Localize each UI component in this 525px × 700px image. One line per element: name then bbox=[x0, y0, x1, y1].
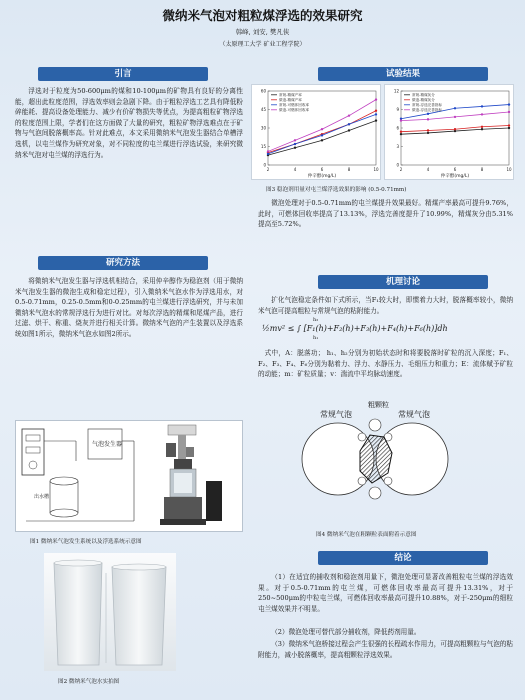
chart-1-xtick-label: 8 bbox=[347, 167, 351, 172]
section-heading-conclusion: 结论 bbox=[318, 551, 488, 565]
chart-2-point bbox=[454, 116, 456, 118]
chart-1-legend-label: 微泡-可燃体回收率 bbox=[279, 108, 310, 112]
chart-2-xtick-label: 4 bbox=[426, 167, 430, 172]
section-heading-results: 试验结果 bbox=[318, 67, 488, 81]
chart-2-point bbox=[427, 129, 429, 131]
conclusion-text-2: （2）微泡处理可替代部分捕收剂，降低药剂用量。 bbox=[271, 628, 421, 636]
chart-2-xtick-label: 10 bbox=[506, 167, 512, 172]
fig4-label-right: 常规气泡 bbox=[398, 410, 430, 419]
chart-1-point bbox=[294, 139, 296, 141]
chart-1-point bbox=[267, 153, 269, 155]
chart-1-box bbox=[251, 84, 381, 180]
chart-2-point bbox=[400, 131, 402, 133]
chart-2-ytick-label: 3 bbox=[396, 144, 399, 149]
chart-1-series-line bbox=[268, 111, 376, 153]
figure-1-caption: 图1 微纳米气泡发生系统以及浮选系统示意图 bbox=[30, 539, 142, 545]
chart-1-point bbox=[294, 147, 296, 149]
results-text: 微泡处理对于0.5-0.71mm的屯兰煤提升效果最好。精煤产率最高可提升9.76%，此时，可燃体回收率提高了13.13%，浮选完善度提升了10.99%，精煤灰分由5.31%提高至5.72%。 bbox=[258, 199, 513, 229]
chart-1-ytick-label: 15 bbox=[260, 144, 266, 149]
chart-1-ytick-label: 45 bbox=[260, 107, 266, 112]
figure-2-photo bbox=[44, 553, 176, 671]
chart-2-ytick-label: 9 bbox=[396, 107, 399, 112]
chart-1-point bbox=[375, 98, 377, 100]
formula-lower-limit: h₁ bbox=[313, 335, 319, 341]
formula-upper-limit: h₂ bbox=[313, 317, 319, 323]
chart-2-point bbox=[400, 119, 402, 121]
chart-2-point bbox=[508, 124, 510, 126]
chart-2 bbox=[385, 85, 513, 179]
section-heading-mechanism: 机理讨论 bbox=[318, 275, 488, 289]
chart-1-point bbox=[348, 129, 350, 131]
chart-2-point bbox=[400, 133, 402, 135]
chart-1-legend-label: 常规-可燃体回收率 bbox=[279, 103, 310, 107]
fig4-label-left: 常规气泡 bbox=[320, 410, 352, 419]
chart-1-legend-label: 微泡-精煤产率 bbox=[279, 98, 302, 102]
chart-2-legend-label: 常规-浮选完善指标 bbox=[412, 103, 443, 107]
chart-2-ytick-label: 12 bbox=[393, 88, 399, 94]
chart-2-point bbox=[427, 132, 429, 134]
chart-1-xtick-label: 6 bbox=[320, 167, 324, 172]
poster-title: 微纳米气泡对粗粒煤浮选的效果研究 bbox=[162, 8, 363, 23]
formula-body: ½mv² ≤ ∫ [F₁(h)+F₂(h)+F₃(h)+F₄(h)+F₆(h)]dh bbox=[262, 324, 448, 333]
chart-1-xtick-label: 2 bbox=[266, 167, 270, 172]
mechanism-text-2: 式中，A：脱落功； h₁、h₂分别为初始状态时和将要脱落时矿粒的沉入深度；F₁、F₂、F₃、F₄、F₆分别为黏着力、浮力、水静压力、毛细压力和重力；E：流体赋予矿粒的动能；m：矿粒质量；v：湍流中平均脉动速度。 bbox=[258, 349, 513, 379]
chart-1-point bbox=[375, 110, 377, 112]
figure-4-caption: 图4 微纳米气泡在粗颗粒表面附着示意图 bbox=[316, 532, 417, 538]
fig1-label-generator: 气泡发生器 bbox=[92, 441, 123, 448]
chart-2-ytick-label: 0 bbox=[396, 162, 399, 168]
chart-1-series-line bbox=[268, 121, 376, 156]
chart-2-point bbox=[481, 128, 483, 130]
chart-1-point bbox=[375, 113, 377, 115]
chart-2-point bbox=[427, 118, 429, 120]
chart-2-xtick-label: 2 bbox=[399, 167, 403, 172]
figure-3-caption: 图3 稳泡剂用量对屯兰煤浮选效果的影响 (0.5-0.71mm) bbox=[266, 187, 407, 193]
fig1-label-tank: 出水槽 bbox=[34, 494, 50, 500]
conclusion-text-3: （3）微纳米气泡桥接过程会产生很强的长程疏水作用力，可提高粗颗粒与气泡的粘附能力，减小脱落概率，提高粗颗粒浮选效果。 bbox=[258, 640, 513, 659]
chart-1-legend-label: 常规-精煤产率 bbox=[279, 93, 302, 97]
figure-2-caption: 图2 微纳米气泡水实拍图 bbox=[58, 679, 120, 685]
chart-1-ytick-label: 30 bbox=[260, 125, 266, 131]
conclusion-text-1: （1）在适宜的捕收剂和稳泡剂用量下，微泡处理可显著改善粗粒屯兰煤的浮选效果。对于0.5-0.71mm的屯兰煤，可燃体回收率最高可提升13.31%，对于250~500μm的中粒屯兰煤，可燃体回收率最高可提升10.88%，对于-250μm的细粒屯兰煤效果并不明显。 bbox=[258, 573, 513, 613]
chart-1-point bbox=[267, 150, 269, 152]
chart-2-legend-label: 常规-精煤灰分 bbox=[412, 93, 435, 97]
formula bbox=[262, 317, 512, 344]
chart-1-point bbox=[348, 123, 350, 125]
chart-1-point bbox=[294, 143, 296, 145]
chart-1 bbox=[252, 85, 380, 179]
chart-1-ytick-label: 60 bbox=[260, 88, 266, 94]
chart-1-xlabel: 仲辛醇(mg/L) bbox=[307, 174, 337, 179]
intro-text: 浮选对于粒度为50-600μm的煤和10-100μm的矿物具有良好的分离性能，超出此粒度范围，浮选效率则会急剧下降。由于粗粒浮选工艺具有降低粉碎能耗、提高设备处理能力、减少有价矿物损失等优点，为提高粗粒矿物浮选的粒度范围上限，学者们在这方面做了大量的研究，粗粒矿物浮选难点在于矿物与气泡间脱落概率高。针对此难点，本文采用微纳米气泡发生器结合单槽浮选机，以屯兰煤作为研究对象，对不同粒度的屯兰煤进行浮选试验，来研究微纳米气泡对屯兰煤的浮选行为。 bbox=[15, 87, 243, 159]
chart-2-box bbox=[384, 84, 514, 180]
chart-1-point bbox=[375, 119, 377, 121]
fig4-label-middle: 粗颗粒 bbox=[368, 401, 389, 409]
chart-2-point bbox=[508, 103, 510, 105]
chart-2-point bbox=[427, 113, 429, 115]
section-heading-method: 研究方法 bbox=[38, 256, 208, 270]
chart-1-point bbox=[321, 139, 323, 141]
section-heading-intro: 引言 bbox=[38, 67, 208, 81]
affiliation: （太原理工大学 矿业工程学院） bbox=[219, 41, 306, 48]
chart-1-xtick-label: 10 bbox=[373, 167, 379, 172]
figure-4-schematic bbox=[300, 395, 450, 523]
chart-2-point bbox=[508, 111, 510, 113]
mechanism-text-1: 扩化气泡稳定条件如下式所示，当F₁较大时，即惯着力大时，脱落概率较小，微纳米气泡可提高粗粒与常规气泡的粘附能力。 bbox=[258, 296, 513, 315]
chart-2-xtick-label: 8 bbox=[480, 167, 484, 172]
fig1-drawing bbox=[16, 421, 242, 531]
chart-1-point bbox=[321, 134, 323, 136]
chart-2-ytick-label: 6 bbox=[396, 125, 399, 131]
chart-2-point bbox=[481, 105, 483, 107]
chart-1-xtick-label: 4 bbox=[293, 167, 297, 172]
chart-1-ytick-label: 0 bbox=[263, 162, 266, 168]
chart-2-point bbox=[481, 126, 483, 128]
chart-2-legend-label: 微泡-精煤灰分 bbox=[412, 98, 435, 102]
chart-2-point bbox=[481, 113, 483, 115]
chart-2-xlabel: 仲辛醇(mg/L) bbox=[440, 174, 470, 179]
chart-2-point bbox=[454, 107, 456, 109]
chart-1-point bbox=[348, 114, 350, 116]
chart-2-point bbox=[454, 128, 456, 130]
figure-1-schematic bbox=[15, 420, 243, 532]
chart-2-legend-label: 微泡-浮选完善指标 bbox=[412, 108, 443, 112]
chart-1-point bbox=[321, 128, 323, 130]
method-text: 将微纳米气泡发生器与浮选机相结合，采用仲辛醇作为稳泡剂（用于微纳米气泡发生器的微泡生成和稳定过程），引入微纳米气泡水作为浮选用水，对0.5-0.71mm，0.25-0.5mm和0-0.25mm的屯兰煤进行浮选研究，并与未加微纳米气泡水的常规浮选行为进行对比。对每次浮选的精煤和尾煤产品，进行过滤、烘干、称重、烧灰并进行相关计算。微纳米气泡的产生装置以及浮选系统如图1所示，微纳米气泡水如图2所示。 bbox=[15, 277, 243, 338]
chart-2-xtick-label: 6 bbox=[453, 167, 457, 172]
authors: 韩峰, 刘安, 樊凡侠 bbox=[235, 28, 290, 36]
chart-2-point bbox=[508, 127, 510, 129]
